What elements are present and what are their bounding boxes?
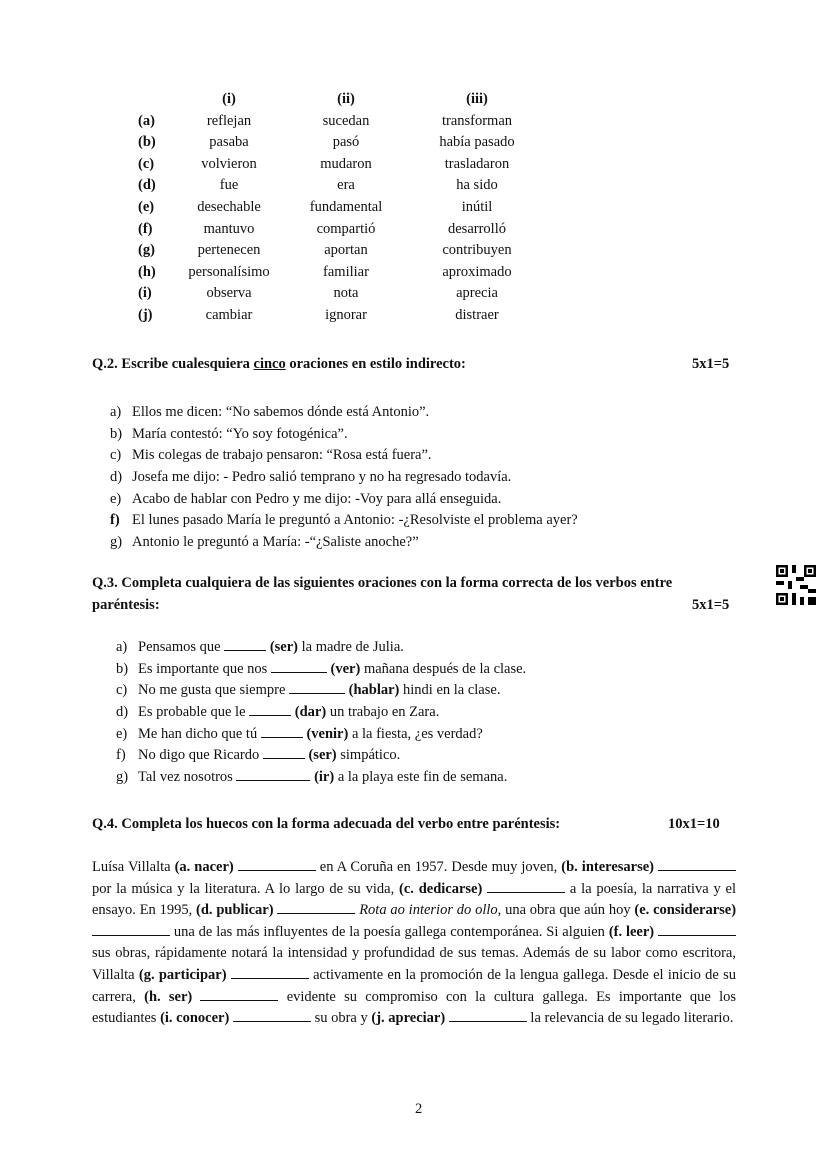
q3-heading: Q.3. Completa cualquiera de las siguientes oraciones con la forma correcta de los verbos entre [92,575,673,591]
item-text: No me gusta que siempre [138,682,286,699]
verb-prompt: (ir) [314,769,335,786]
list-item [116,680,526,702]
option-cell: ignorar [325,306,367,323]
list-item [116,637,526,659]
option-cell: aprecia [456,285,498,302]
item-text: Josefa me dijo: - Pedro salió temprano y no ha regresado todavía. [132,469,512,486]
option-cell: sucedan [322,112,370,129]
item-text: la madre de Julia. [301,639,404,655]
row-label: (g) [138,242,155,259]
table-row [132,197,552,219]
q2-title: Q.2. Escribe cualesquiera [92,356,254,372]
answer-blank [236,767,310,781]
option-cell: fundamental [309,198,383,215]
table-row [132,132,552,154]
option-cell: aportan [324,242,368,259]
verb-prompt: (ser) [269,639,298,655]
item-text: a la playa este fin de semana. [337,769,508,786]
list-item [110,445,578,467]
item-text: Acabo de hablar con Pedro y me dijo: -Voy para allá enseguida. [132,490,502,507]
item-marker: b) [116,660,129,677]
item-marker: f) [110,512,120,529]
text: sus obras, rápidamente notará la intensidad y profundidad de sus temas. Además de su labor como escritora, Villalta [92,945,736,983]
item-marker: d) [110,469,123,486]
item-marker: c) [110,447,122,464]
item-text: Mis colegas de trabajo pensaron: “Rosa está fuera”. [132,447,432,464]
item-marker: d) [116,704,129,721]
book-title: Rota ao interior do ollo [359,902,498,919]
item-marker: e) [116,725,128,742]
item-text: mañana después de la clase. [363,660,527,677]
q1-options-table [132,89,552,327]
list-item [116,702,526,724]
option-cell: reflejan [206,112,252,129]
option-cell: compartió [316,220,376,237]
item-text: hindi en la clase. [403,682,501,699]
list-item [110,510,578,532]
text: activamente en la promoción de la lengua gallega. Desde el inicio de su carrera, [92,966,736,1005]
row-label: (b) [138,134,156,151]
row-label: (a) [138,112,155,129]
verb-prompt: (c. dedicarse) [399,880,483,897]
option-cell: familiar [323,263,369,280]
col-header: (ii) [337,91,355,107]
row-label: (e) [138,198,155,215]
item-text: un trabajo en Zara. [329,704,440,721]
item-marker: f) [116,747,126,764]
q3-marks: 5x1=5 [692,597,730,613]
verb-prompt: (d. publicar) [196,902,274,919]
row-label: (h) [138,263,156,280]
option-cell: transforman [441,112,513,129]
answer-blank [261,724,303,738]
answer-blank [449,1008,527,1022]
list-item [110,467,578,489]
q2-title: oraciones en estilo indirecto: [285,356,466,372]
text: a la poesía, la narrativa y el ensayo. En 1995, [92,880,736,919]
answer-blank [200,987,278,1001]
option-cell: personalísimo [188,263,270,280]
verb-prompt: (i. conocer) [160,1010,230,1027]
row-label: (d) [138,177,156,194]
q3-list [116,637,526,789]
answer-blank [658,857,736,871]
verb-prompt: (dar) [294,704,327,721]
item-text: simpático. [340,747,401,764]
option-cell: observa [206,285,252,302]
text: por la música y la literatura. A lo largo de su vida, [92,880,399,897]
item-text: Ellos me dicen: “No sabemos dónde está Antonio”. [132,404,430,420]
list-item [116,724,526,746]
verb-prompt: (g. participar) [138,966,227,983]
q3-heading-cont: paréntesis: [92,597,160,613]
option-cell: pasó [332,134,360,151]
answer-blank [289,680,345,694]
answer-blank [231,965,309,979]
row-label: (f) [138,220,153,237]
option-cell: fue [219,177,239,194]
option-cell: volvieron [201,155,257,172]
answer-blank [92,922,170,936]
verb-prompt: (a. nacer) [174,859,234,875]
option-cell: era [337,177,355,194]
text: evidente su compromiso con la cultura gallega. Es importante que los estudiantes [92,988,736,1027]
answer-blank [238,857,316,871]
table-row [132,283,552,305]
q4-paragraph [92,857,736,1030]
option-cell: mantuvo [203,220,255,237]
item-marker: g) [110,534,123,551]
col-header: (iii) [466,91,488,107]
verb-prompt: (h. ser) [144,988,193,1005]
q4-heading: Q.4. Completa los huecos con la forma adecuada del verbo entre paréntesis: [92,816,561,832]
option-cell: pertenecen [197,242,261,259]
answer-blank [224,637,266,651]
option-cell: distraer [455,306,499,323]
page-number: 2 [415,1101,423,1117]
text: su obra y [310,1010,372,1027]
q2-heading [92,356,466,373]
item-text: Tal vez nosotros [138,769,233,786]
item-text: Es importante que nos [138,660,268,677]
option-cell: aproximado [442,263,512,280]
item-text: Pensamos que [138,639,221,655]
answer-blank [233,1008,311,1022]
item-marker: e) [110,490,122,507]
text: una de las más influyentes de la poesía gallega contemporánea. Si alguien [170,923,609,940]
table-row [132,262,552,284]
q2-marks: 5x1=5 [692,356,730,372]
table-row [132,305,552,327]
answer-blank [487,879,565,893]
item-text: No digo que Ricardo [138,747,260,764]
option-cell: desechable [197,198,261,215]
item-text: El lunes pasado María le preguntó a Antonio: -¿Resolviste el problema ayer? [132,512,578,529]
item-text: María contestó: “Yo soy fotogénica”. [132,425,348,442]
option-cell: trasladaron [444,155,510,172]
answer-blank [249,702,291,716]
answer-blank [263,745,305,759]
option-cell: desarrolló [448,220,506,237]
row-label: (j) [138,306,153,323]
qr-code-icon [776,565,816,605]
text: la relevancia de su legado literario. [526,1010,734,1027]
row-label: (c) [138,155,155,172]
verb-prompt: (ser) [308,747,337,764]
option-cell: había pasado [439,134,515,151]
text: en A Coruña en 1957. Desde muy joven, [315,859,562,875]
verb-prompt: (f. leer) [608,923,655,940]
table-row [132,111,552,133]
item-text: Es probable que le [138,704,246,721]
answer-blank [658,922,736,936]
row-label: (i) [138,285,152,302]
verb-prompt: (ver) [330,660,361,677]
table-row [132,240,552,262]
list-item [116,659,526,681]
list-item [116,745,526,767]
q4-marks: 10x1=10 [668,816,720,832]
verb-prompt: (venir) [306,725,349,742]
list-item [110,489,578,511]
item-marker: g) [116,769,129,786]
table-row [132,154,552,176]
list-item [110,532,578,554]
text: , una obra que aún hoy [497,902,635,919]
list-item [110,424,578,446]
list-item [110,402,578,424]
item-marker: a) [110,404,122,420]
item-text: a la fiesta, ¿es verdad? [351,725,483,742]
table-row [132,219,552,241]
verb-prompt: (j. apreciar) [371,1010,446,1027]
item-marker: a) [116,639,128,655]
answer-blank [271,659,327,673]
option-cell: contribuyen [442,242,512,259]
col-header: (i) [222,91,236,107]
list-item [116,767,526,789]
option-cell: ha sido [456,177,498,194]
item-text: Me han dicho que tú [138,725,258,742]
option-cell: nota [333,285,359,302]
item-marker: b) [110,425,123,442]
option-cell: pasaba [209,134,249,151]
verb-prompt: (hablar) [348,682,400,699]
text: Luísa Villalta [92,859,175,875]
item-text: Antonio le preguntó a María: -“¿Saliste anoche?” [132,534,419,551]
table-row [132,175,552,197]
item-marker: c) [116,682,128,699]
answer-blank [277,900,355,914]
q2-title-emphasis: cinco [253,356,286,372]
option-cell: inútil [461,198,493,215]
option-cell: cambiar [205,306,253,323]
q2-list [110,402,578,554]
verb-prompt: (e. considerarse) [634,902,737,919]
option-cell: mudaron [320,155,372,172]
verb-prompt: (b. interesarse) [561,859,654,875]
